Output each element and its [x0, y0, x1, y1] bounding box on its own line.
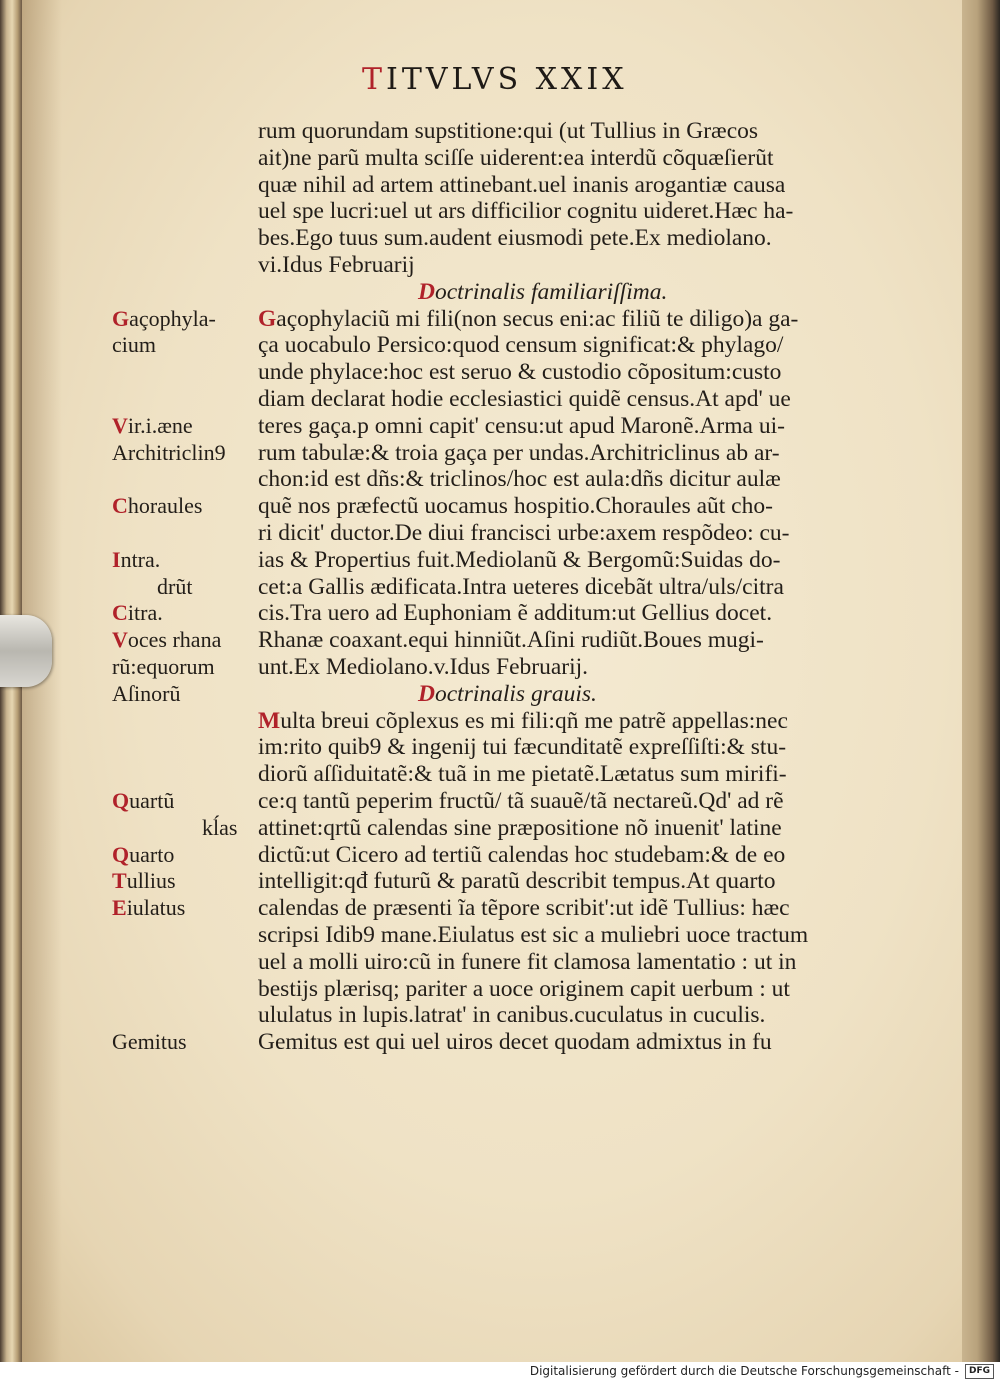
text-line	[258, 654, 878, 681]
text-line	[258, 359, 878, 386]
text-line	[258, 627, 878, 654]
footer-credit: Digitalisierung gefördert durch die Deutsche Forschungsgemeinschaft -	[529, 1364, 959, 1378]
line-text: octrinalis familiariſſima.	[434, 278, 668, 305]
margin-note	[112, 413, 193, 440]
text-line	[258, 493, 878, 520]
margin-note	[157, 574, 192, 601]
line-text: ulta breui cõplexus es mi fili:qñ me patrẽ appellas:nec	[280, 707, 788, 734]
line-text: ri dicit' ductor.De diui francisci urbe:axem respõdeo: cu-	[258, 519, 790, 546]
margin-note-text: ullius	[126, 868, 176, 894]
text-line	[258, 466, 878, 493]
margin-note-text: açophyla-	[129, 305, 216, 331]
text-line	[258, 815, 878, 842]
margin-note-text: cium	[112, 332, 156, 358]
margin-note	[112, 868, 176, 895]
text-line	[258, 386, 878, 413]
line-text: chon:id est dñs:& triclinos/hoc est aula:dñs dicitur aulæ	[258, 466, 781, 493]
margin-initial: Q	[112, 841, 130, 867]
line-text: dictũ:ut Cicero ad tertiũ calendas hoc studebam:& de eo	[258, 841, 786, 868]
line-text: diorũ aſſiduitatẽ:& tuã in me pietatẽ.Lætatus sum mirifi-	[258, 761, 787, 788]
margin-note-text: Aſinorũ	[112, 680, 181, 706]
line-text: bes.Ego tuus sum.audent eiusmodi pete.Ex mediolano.	[258, 225, 772, 252]
text-line	[258, 868, 878, 895]
text-line	[258, 788, 878, 815]
line-text: bestijs plærisq; pariter a uoce originem capit uerbum : ut	[258, 975, 790, 1002]
line-text: octrinalis grauis.	[434, 680, 597, 707]
line-text: unt.Ex Mediolano.v.Idus Februarij.	[258, 653, 589, 680]
margin-note-text: rũ:equorum	[112, 654, 215, 679]
margin-note-text: ir.i.æne	[127, 412, 193, 438]
margin-note	[112, 332, 156, 359]
line-text: quæ nihil ad artem attinebant.uel inanis arogantiæ causa	[258, 171, 786, 198]
section-heading	[258, 681, 878, 708]
line-text: ça uocabulo Persico:quod censum significat:& phylago/	[258, 332, 784, 359]
header-initial: T	[362, 62, 387, 97]
line-text: teres gaça.p omni capit' censu:ut apud Maronẽ.Arma ui-	[258, 412, 785, 439]
dfg-logo: DFG	[965, 1364, 994, 1379]
margin-note-text: Gemitus	[112, 1029, 187, 1055]
margin-note-text: oces rhana	[127, 627, 222, 653]
text-line	[258, 547, 878, 574]
rubricated-initial: D	[418, 680, 435, 707]
margin-note-text: drũt	[157, 573, 193, 599]
text-line	[258, 332, 878, 359]
header-title: ITVLVS XXIX	[386, 62, 628, 97]
text-line	[258, 708, 878, 735]
line-text: Rhanæ coaxant.equi hinniũt.Aſini rudiũt.Boues mugi-	[258, 627, 764, 654]
margin-initial: V	[112, 412, 128, 438]
text-line	[258, 734, 878, 761]
text-line	[258, 520, 878, 547]
margin-note	[112, 627, 221, 654]
margin-note-text: iulatus	[126, 895, 186, 921]
rubricated-initial: M	[258, 707, 281, 734]
text-line	[258, 1002, 878, 1029]
margin-note	[112, 654, 215, 681]
margin-note	[202, 815, 237, 842]
margin-initial: G	[112, 305, 130, 331]
line-text: açophylaciũ mi fili(non secus eni:ac filiũ te diligo)a ga-	[276, 305, 799, 332]
margin-note-text: Architriclin9	[112, 439, 226, 465]
text-line	[258, 306, 878, 333]
text-line	[258, 895, 878, 922]
text-line	[258, 413, 878, 440]
main-text-block	[258, 118, 878, 1056]
margin-note	[112, 842, 174, 869]
margin-note	[112, 1029, 187, 1056]
line-text: intelligit:qđ futurũ & paratũ describit tempus.At quarto	[258, 868, 776, 895]
text-line	[258, 761, 878, 788]
margin-note-text: uarto	[129, 841, 175, 867]
text-line	[258, 976, 878, 1003]
right-page-edges	[962, 0, 1000, 1362]
margin-initial: E	[112, 895, 127, 921]
text-line	[258, 574, 878, 601]
margin-note	[112, 306, 216, 333]
text-line	[258, 118, 878, 145]
line-text: ululatus in lupis.latrat' in canibus.cuculatus in cuculis.	[258, 1002, 766, 1029]
text-line	[258, 145, 878, 172]
text-line	[258, 949, 878, 976]
margin-note	[112, 895, 185, 922]
text-line	[258, 198, 878, 225]
margin-note	[112, 788, 174, 815]
line-text: vi.Idus Februarij	[258, 251, 415, 278]
margin-note	[112, 493, 202, 520]
rubricated-initial: D	[418, 278, 435, 305]
margin-note	[112, 681, 180, 708]
text-line	[258, 172, 878, 199]
margin-initial: C	[112, 600, 128, 626]
line-text: unde phylace:hoc est seruo & custodio cõpositum:custo	[258, 359, 782, 386]
margin-note	[112, 600, 163, 627]
margin-initial: T	[112, 868, 127, 894]
margin-initial: I	[112, 546, 121, 572]
text-line	[258, 225, 878, 252]
margin-initial: Q	[112, 788, 130, 813]
line-text: uel spe lucri:uel ut ars difficilior cognitu uideret.Hæc ha-	[258, 198, 794, 225]
line-text: scripsi Idib9 mane.Eiulatus est sic a muliebri uoce tractum	[258, 921, 809, 948]
line-text: rum quorundam supstitione:qui (ut Tullius in Græcos	[258, 118, 759, 144]
margin-note-text: horaules	[127, 493, 203, 519]
page-header	[362, 62, 628, 97]
line-text: diam declarat hodie ecclesiastici quidẽ census.At apd' ue	[258, 385, 791, 412]
line-text: im:rito quib9 & ingenij tui fæcunditatẽ expreſſiſti:& stu-	[258, 734, 787, 761]
line-text: quẽ nos præfectũ uocamus hospitio.Choraules aũt cho-	[258, 493, 773, 520]
rubricated-initial: G	[258, 305, 277, 332]
line-text: ce:q tantũ peperim fructũ/ tã suauẽ/tã nectareũ.Qd' ad rẽ	[258, 787, 784, 814]
book-clip	[0, 615, 52, 687]
text-line	[258, 922, 878, 949]
margin-note	[112, 547, 160, 574]
line-text: attinet:qrtũ calendas sine præpositione nõ inuenit' latine	[258, 814, 782, 841]
text-line	[258, 1029, 878, 1056]
text-line	[258, 252, 878, 279]
line-text: cis.Tra uero ad Euphoniam ẽ additum:ut Gellius docet.	[258, 600, 773, 627]
line-text: uel a molli uiro:cũ in funere fit clamosa lamentatio : ut in	[258, 948, 797, 975]
text-line	[258, 440, 878, 467]
margin-note-text: kĺas	[202, 814, 238, 840]
text-line	[258, 600, 878, 627]
margin-note-text: uartũ	[129, 788, 175, 813]
margin-initial: V	[112, 627, 128, 653]
margin-initial: C	[112, 493, 128, 519]
margin-note-text: itra.	[127, 600, 163, 626]
line-text: rum tabulæ:& troia gaça per undas.Architriclinus ab ar-	[258, 439, 780, 466]
line-text: ias & Propertius fuit.Mediolanũ & Bergomũ:Suidas do-	[258, 546, 781, 573]
line-text: cet:a Gallis ædificata.Intra ueteres dicebãt ultra/uls/citra	[258, 573, 784, 600]
margin-note-text: ntra.	[120, 546, 161, 572]
line-text: ait)ne parũ multa sciſſe uiderent:ea interdũ cõquæſierũt	[258, 144, 774, 171]
text-line	[258, 842, 878, 869]
margin-note	[112, 440, 226, 467]
line-text: calendas de præsenti ĩa tẽpore scribit':ut idẽ Tullius: hæc	[258, 895, 790, 922]
footer-bar	[0, 1362, 1000, 1381]
line-text: Gemitus est qui uel uiros decet quodam admixtus in fu	[258, 1029, 772, 1056]
section-heading	[258, 279, 878, 306]
